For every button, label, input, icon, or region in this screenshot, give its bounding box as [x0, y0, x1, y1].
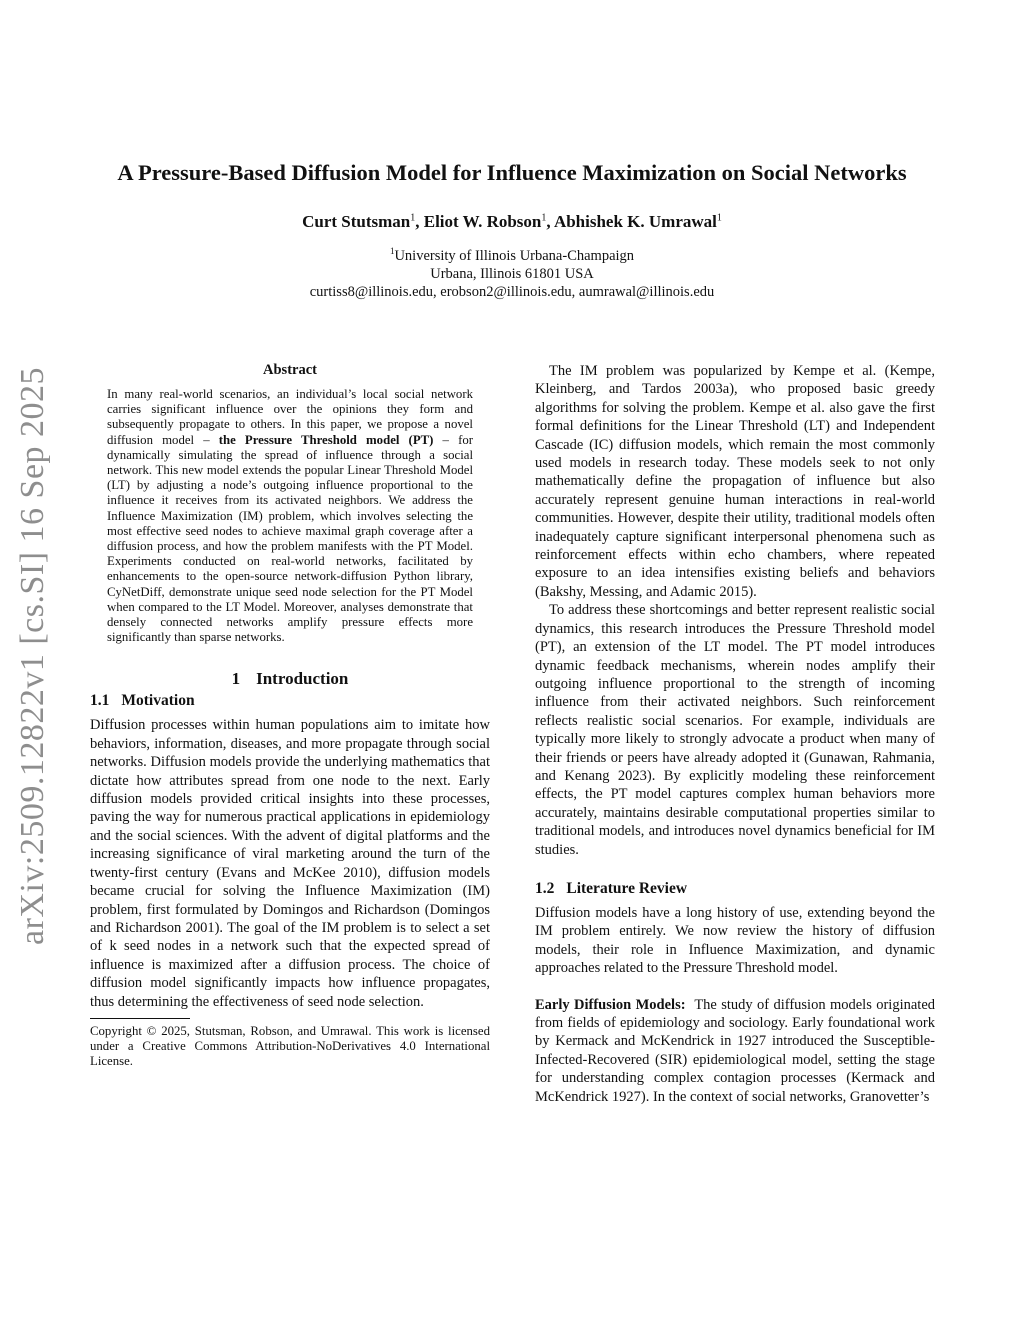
affiliation-block	[70, 242, 954, 301]
paper-title: A Pressure-Based Diffusion Model for Influence Maximization on Social Networks	[117, 160, 907, 185]
motivation-paragraph: Diffusion processes within human populations aim to imitate how behaviors, information, diseases, and more propagate through social networks. Diffusion models provide the underlying mathematics that dictate how attributes spread from one node to the next. Early diffusion models provided critical insights into these processes, paving the way for numerous practical applications in epidemiology and the social sciences. With the advent of digital platforms and the increasing significance of viral marketing around the turn of the twenty-first century (Evans and McKee 2010), diffusion models became crucial for solving the Influence Maximization (IM) problem, first formulated by Domingos and Richardson (Domingos and Richardson 2001). The goal of the IM problem is to select a set of k seed nodes in a network such that the expected spread of influence is maximized after a diffusion process. The choice of diffusion model significantly impacts how influence propagates, thus determining the effectiveness of seed node selection.	[90, 717, 490, 1010]
section-heading-introduction: 1 Introduction	[231, 669, 349, 689]
left-column	[90, 362, 490, 1070]
subsection-heading-motivation: 1.1 Motivation	[90, 692, 195, 710]
affiliation-mark: 1	[716, 212, 722, 224]
affiliation-mark: 1	[541, 212, 547, 224]
copyright-footnote: Copyright © 2025, Stutsman, Robson, and Umrawal. This work is licensed under a Creative Commons Attribution-NoDerivatives 4.0 International License.	[90, 1023, 490, 1069]
early-models-paragraph: Early Diffusion Models: The study of diffusion models originated from fields of epidemiology and sociology. Early foundational work by Kermack and McKendrick in 1927 introduced the Susceptible-Infected-Recovered (SIR) epidemiological model, setting the stage for understanding complex contagion processes (Kermack and McKendrick 1927). In the context of social networks, Granovetter’s	[535, 996, 936, 1105]
author-list: Curt Stutsman$^1$, Eliot W. Robson$^1$, Abhishek K. Umrawal$^1$	[302, 212, 722, 231]
body-paragraph: To address these shortcomings and better represent realistic social dynamics, this research introduces the Pressure Threshold model (PT), an extension of the LT model. The PT model introduces dynamic feedback mechanisms, wherein nodes amplify their outgoing influence proportional to the strength of incoming influence from their activated neighbors. Such reinforcement reflects realistic social scenarios. For example, individuals are typically more likely to strongly advocate a product when many of their friends or peers have already adopted it (Gunawan, Rahmania, and Kenang 2023). By explicitly modeling these reinforcement effects, the PT model captures complex human behaviors more accurately, maintains desirable computational properties similar to traditional models, and introduces novel dynamics beneficial for IM studies.	[535, 602, 935, 858]
literature-review-paragraph: Diffusion models have a long history of use, extending beyond the IM problem entirely. We now review the history of diffusion models, their role in Influence Maximization, and dynamic approaches related to the Pressure Threshold model.	[535, 904, 935, 977]
institution: University of Illinois Urbana-Champaign	[394, 247, 635, 264]
affiliation-mark: 1	[389, 246, 395, 256]
address: Urbana, Illinois 61801 USA	[430, 265, 594, 282]
footnote-rule	[90, 1018, 190, 1019]
affiliation-mark: 1	[410, 212, 416, 224]
abstract-text: In many real-world scenarios, an individual’s local social network carries significant influence over the opinions they form and subsequently propagate to others. In this paper, we propose a novel diffusion model – the Pressure Threshold model (PT) – for dynamically simulating the spread of influence through a social network. This new model extends the popular Linear Threshold Model (LT) by adjusting a node’s outgoing influence proportional to the influence it receives from its activated neighbors. We address the Influence Maximization (IM) problem, which involves selecting the most effective seed nodes to achieve maximal graph coverage after a diffusion process, and how the problem manifests with the PT Model. Experiments conducted on real-world networks, facilitated by enhancements to the open-source network-diffusion Python library, CyNetDiff, demonstrate unique seed node selection for the PT Model when compared to the LT Model. Moreover, analyses demonstrate that densely connected networks amplify pressure effects more significantly than sparse networks.	[107, 387, 473, 645]
subsection-heading-literature-review: 1.2 Literature Review	[535, 879, 688, 897]
body-paragraph: The IM problem was popularized by Kempe et al. (Kempe, Kleinberg, and Tardos 2003a), who proposed basic greedy algorithms for solving the problem. Kempe et al. also gave the first formal definitions for the Linear Threshold (LT) and Independent Cascade (IC) diffusion models, which remain the most commonly used models in research today. These models seek to not only mathematically define the propagation of influence but also accurately represent genuine human interactions in real-world communities. However, despite their utility, traditional models often inadequately capture significant interpersonal phenomena such as reinforcement effects within echo chambers, where repeated exposure to an idea intensifies existing beliefs and behaviors (Bakshy, Messing, and Adamic 2015).	[535, 363, 935, 600]
paragraph-heading: Early Diffusion Models:	[535, 996, 686, 1013]
model-name-bold: the Pressure Threshold model (PT)	[218, 432, 434, 447]
emails: curtiss8@illinois.edu, erobson2@illinois.edu, aumrawal@illinois.edu	[309, 283, 715, 300]
right-column	[535, 362, 935, 1106]
author-name: Abhishek K. Umrawal	[553, 212, 717, 231]
abstract-heading: Abstract	[263, 362, 317, 378]
author-name: Eliot W. Robson	[423, 212, 542, 231]
author-name: Curt Stutsman	[302, 212, 411, 231]
arxiv-identifier: arXiv:2509.12822v1 [cs.SI] 16 Sep 2025	[14, 366, 51, 945]
